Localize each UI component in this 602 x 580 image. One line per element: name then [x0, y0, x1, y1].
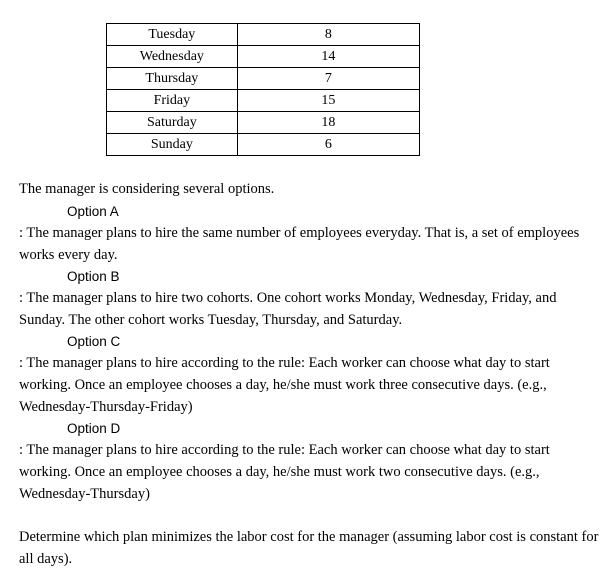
- option-a-line-1: : The manager plans to hire the same number of employees everyday. That is, a set of employees: [19, 225, 580, 241]
- option-b-heading: Option B: [67, 269, 120, 284]
- value-cell: 14: [237, 46, 419, 68]
- table-row: [107, 24, 420, 46]
- day-cell: Tuesday: [107, 24, 238, 46]
- table-row: [107, 90, 420, 112]
- option-c-line-2: working. Once an employee chooses a day, he/she must work three consecutive days. (e.g.,: [19, 377, 547, 393]
- option-d-heading: Option D: [67, 421, 121, 436]
- day-cell: Thursday: [107, 68, 238, 90]
- table-row: [107, 112, 420, 134]
- question-line-1: Determine which plan minimizes the labor cost for the manager (assuming labor cost is constant for: [19, 529, 599, 545]
- option-d-line-3: Wednesday-Thursday): [19, 486, 150, 502]
- question-line-2: all days).: [19, 551, 73, 567]
- option-d-line-1: : The manager plans to hire according to the rule: Each worker can choose what day to start: [19, 442, 550, 458]
- value-cell: 18: [237, 112, 419, 134]
- value-cell: 6: [237, 134, 419, 156]
- day-cell: Wednesday: [107, 46, 238, 68]
- table-row: [107, 134, 420, 156]
- day-cell: Friday: [107, 90, 238, 112]
- option-c-line-1: : The manager plans to hire according to the rule: Each worker can choose what day to start: [19, 355, 550, 371]
- value-cell: 8: [237, 24, 419, 46]
- day-cell: Saturday: [107, 112, 238, 134]
- table-row: [107, 68, 420, 90]
- option-d-line-2: working. Once an employee chooses a day, he/she must work two consecutive days. (e.g.,: [19, 464, 540, 480]
- table-row: [107, 46, 420, 68]
- option-b-line-1: : The manager plans to hire two cohorts. One cohort works Monday, Wednesday, Friday, and: [19, 290, 557, 306]
- option-c-line-3: Wednesday-Thursday-Friday): [19, 399, 193, 415]
- option-b-line-2: Sunday. The other cohort works Tuesday, Thursday, and Saturday.: [19, 312, 403, 328]
- day-cell: Sunday: [107, 134, 238, 156]
- intro-text: The manager is considering several options.: [19, 181, 275, 197]
- option-a-heading: Option A: [67, 204, 119, 219]
- schedule-table: [106, 23, 420, 156]
- value-cell: 15: [237, 90, 419, 112]
- value-cell: 7: [237, 68, 419, 90]
- option-c-heading: Option C: [67, 334, 121, 349]
- option-a-line-2: works every day.: [19, 247, 118, 263]
